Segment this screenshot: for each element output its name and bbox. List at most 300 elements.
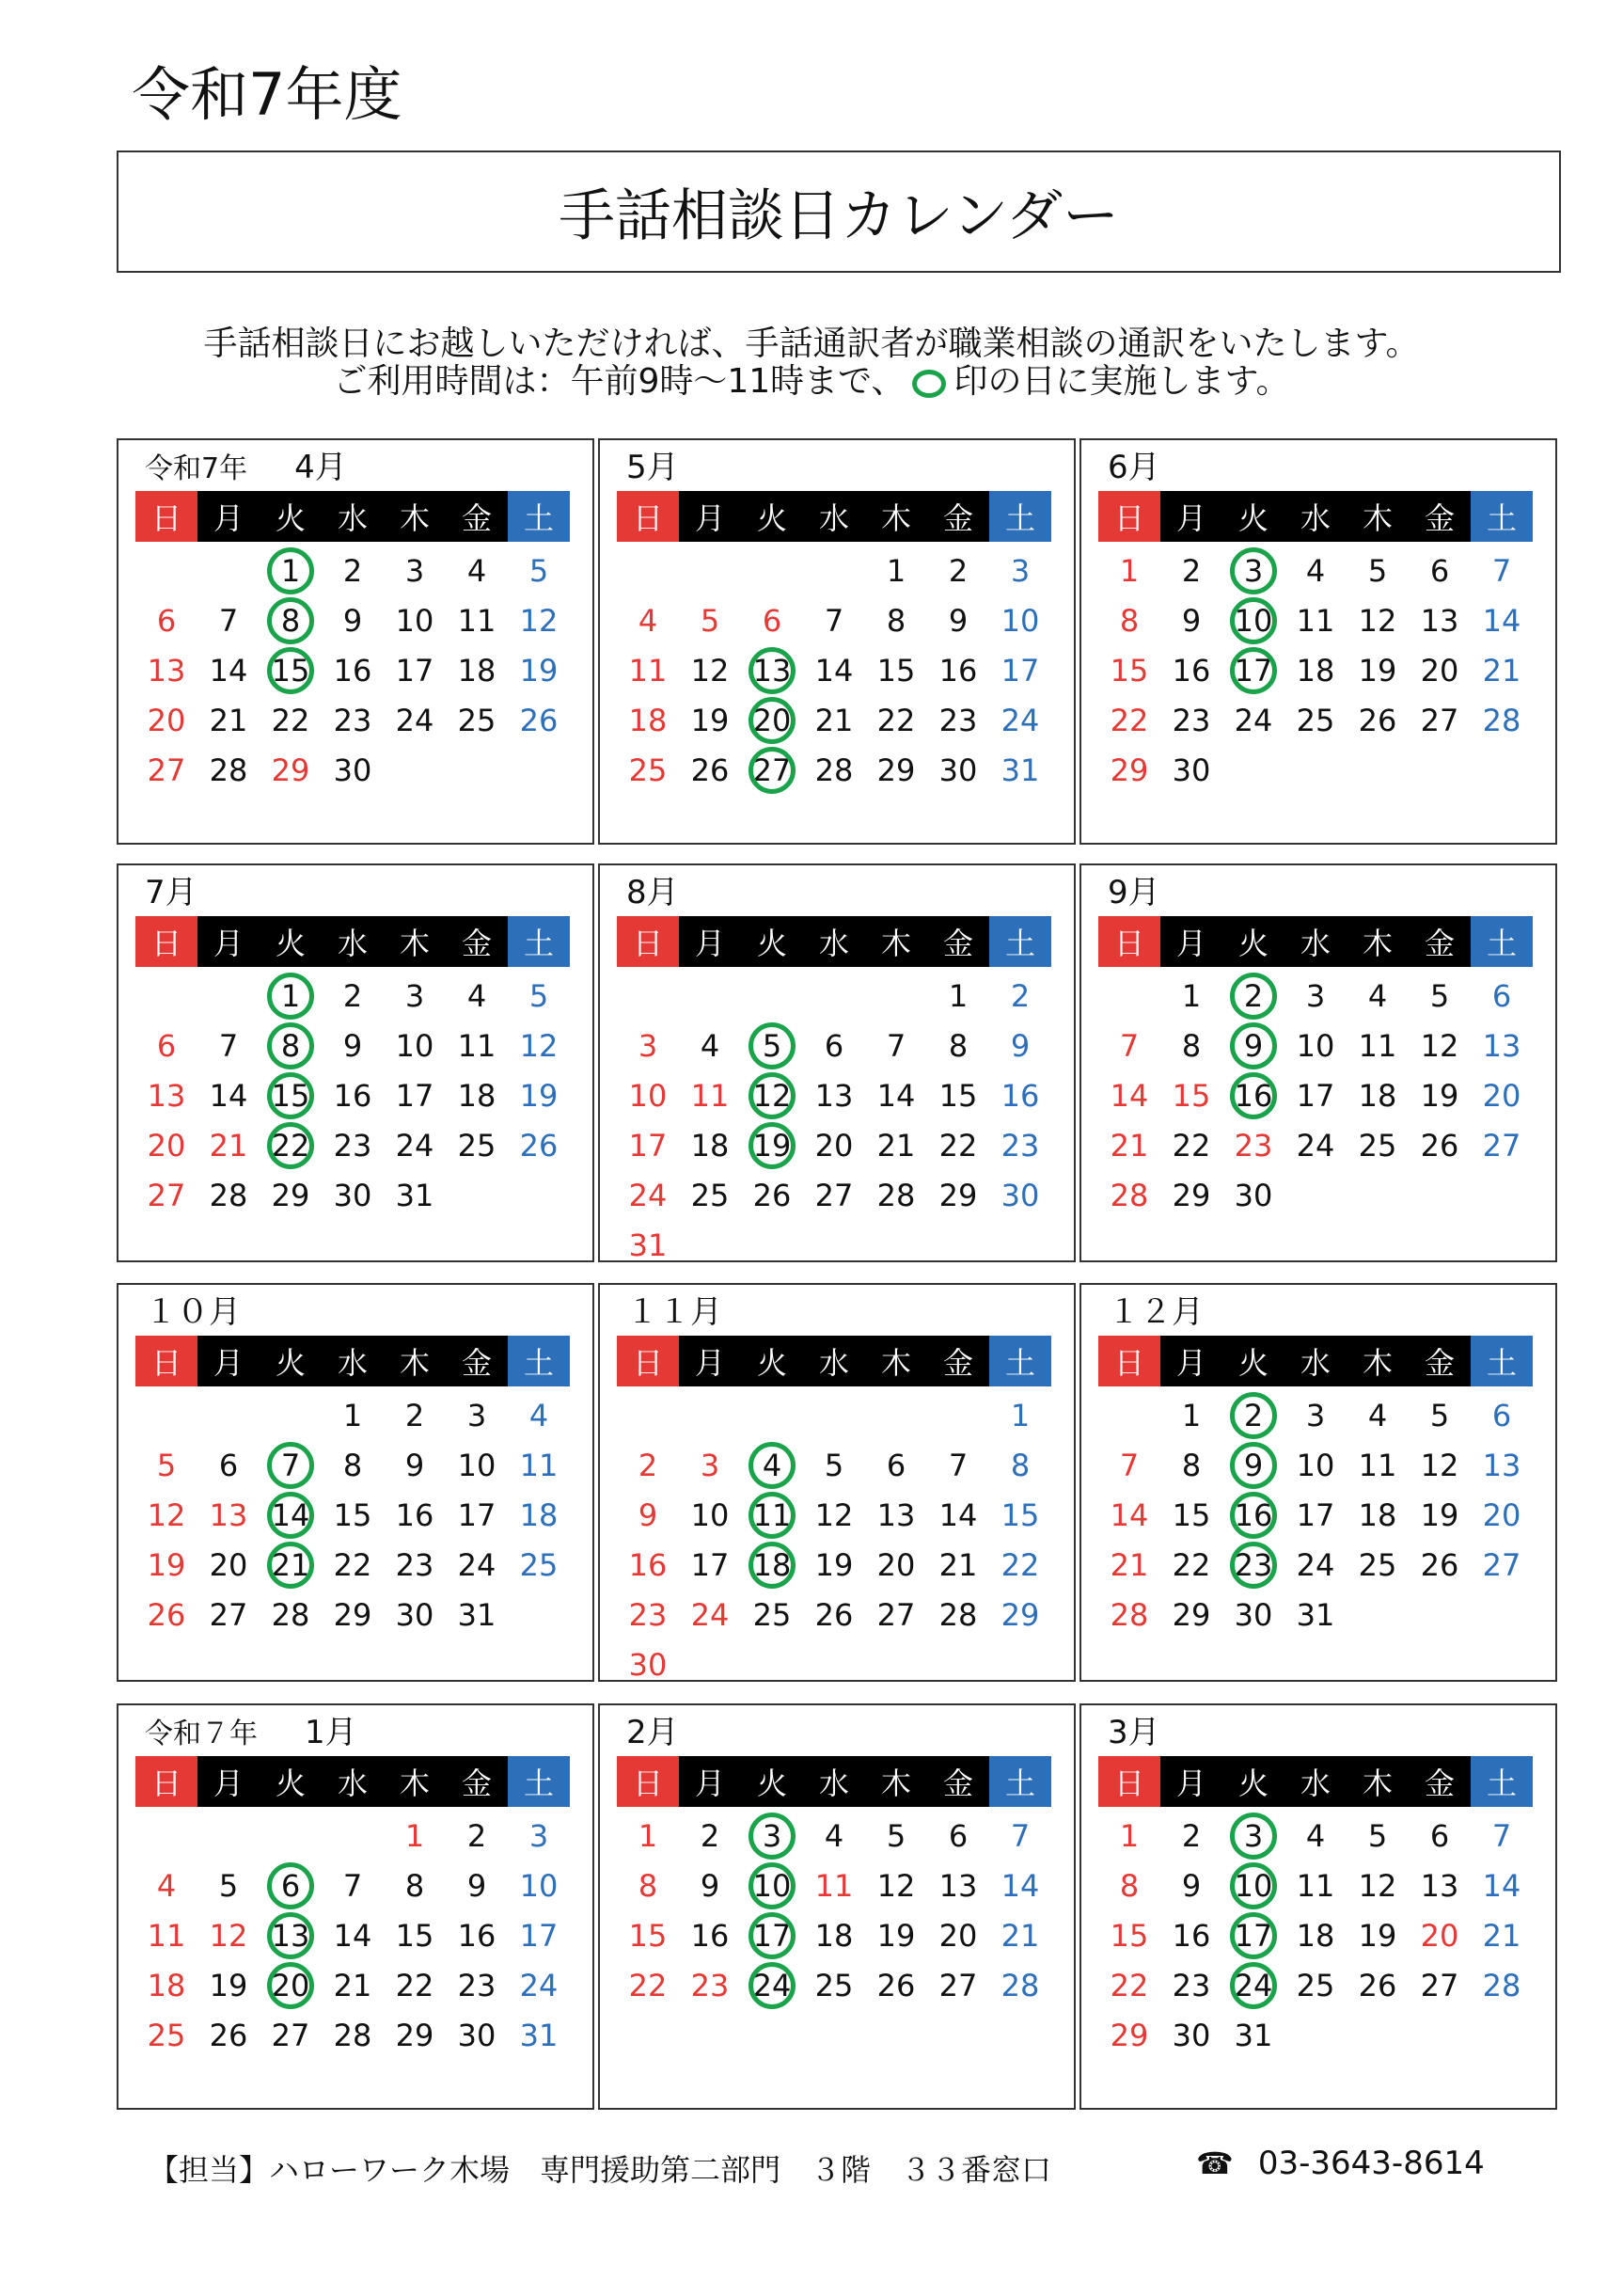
weekday-label: 水	[337, 926, 368, 961]
empty-cell	[865, 1220, 927, 1270]
weekday-label: 土	[1471, 1336, 1533, 1386]
empty-cell	[260, 1390, 322, 1440]
consultation-day: 17	[741, 1910, 803, 1960]
day-grid	[1098, 1390, 1533, 1639]
day-cell: 24	[519, 1967, 559, 2003]
description-line-1: 手話相談日にお越しいただければ、手話通訳者が職業相談の通訳をいたします。	[203, 325, 1420, 363]
week-row	[135, 2010, 570, 2060]
day-cell: 23	[1172, 1967, 1211, 2003]
day-cell: 5	[528, 977, 549, 1014]
day-cell: 2	[700, 1817, 720, 1854]
week-row	[617, 1490, 1051, 1540]
weekday-label: 土	[1471, 1756, 1533, 1807]
day-cell: 6	[1429, 552, 1450, 589]
day-cell: 5	[1429, 977, 1450, 1014]
weekday-label: 月	[213, 1345, 244, 1381]
empty-cell	[927, 1639, 989, 1689]
day-cell: 16	[1172, 1917, 1211, 1954]
day-grid	[1098, 546, 1533, 795]
day-cell: 30	[1172, 2017, 1211, 2053]
day-cell: 8	[886, 602, 906, 639]
weekday-header	[617, 916, 1051, 967]
day-cell: 11	[457, 602, 496, 639]
consultation-day: 1	[260, 546, 322, 595]
day-cell: 26	[209, 2017, 248, 2053]
day-cell: 10	[1296, 1447, 1335, 1483]
day-cell: 9	[342, 602, 363, 639]
day-cell: 22	[1172, 1127, 1211, 1164]
consultation-day: 1	[260, 971, 322, 1021]
day-cell: 10	[1001, 602, 1040, 639]
day-cell: 20	[814, 1127, 854, 1164]
day-cell: 18	[814, 1917, 854, 1954]
day-cell: 18	[1358, 1496, 1397, 1533]
day-cell: 30	[1001, 1177, 1040, 1213]
day-cell: 31	[1296, 1596, 1335, 1633]
day-cell: 5	[1367, 1817, 1388, 1854]
week-row	[617, 546, 1051, 595]
day-cell: 28	[1482, 1967, 1521, 2003]
day-cell: 4	[700, 1027, 720, 1064]
weekday-label: 土	[989, 491, 1051, 542]
day-cell: 7	[1119, 1447, 1140, 1483]
day-cell: 15	[628, 1917, 668, 1954]
day-cell: 18	[457, 1077, 496, 1114]
day-cell: 25	[457, 1127, 496, 1164]
week-row	[1098, 695, 1533, 745]
day-cell: 18	[628, 702, 668, 738]
weekday-label: 日	[1098, 1336, 1160, 1386]
fiscal-year: 令和7年度	[132, 60, 402, 129]
empty-cell	[446, 745, 508, 795]
empty-cell	[384, 745, 446, 795]
day-cell: 22	[1110, 702, 1149, 738]
day-cell: 27	[147, 1177, 186, 1213]
weekday-header	[1098, 491, 1533, 542]
month-header	[626, 874, 679, 911]
day-cell: 21	[814, 702, 854, 738]
weekday-label: 水	[1300, 926, 1331, 961]
weekday-label: 火	[275, 926, 306, 961]
weekday-label: 火	[275, 1345, 306, 1381]
consultation-day: 14	[260, 1490, 322, 1540]
weekday-label: 日	[617, 1336, 679, 1386]
empty-cell	[1347, 745, 1409, 795]
consultation-day: 11	[741, 1490, 803, 1540]
day-cell: 23	[333, 702, 372, 738]
day-cell: 1	[886, 552, 906, 589]
week-row	[617, 1960, 1051, 2010]
day-cell: 8	[638, 1867, 658, 1904]
weekday-label: 土	[508, 916, 570, 967]
weekday-label: 土	[989, 1336, 1051, 1386]
weekday-label: 日	[135, 1336, 197, 1386]
weekday-label: 火	[756, 1345, 787, 1381]
day-cell: 13	[1482, 1027, 1521, 1064]
day-cell: 2	[638, 1447, 658, 1483]
weekday-header	[135, 1756, 570, 1807]
day-cell: 30	[628, 1646, 668, 1683]
day-cell: 31	[519, 2017, 559, 2053]
empty-cell	[1098, 971, 1160, 1021]
day-cell: 28	[1110, 1596, 1149, 1633]
consultation-day: 10	[1222, 595, 1284, 645]
day-cell: 29	[1110, 2017, 1149, 2053]
day-cell: 9	[466, 1867, 487, 1904]
day-cell: 31	[1234, 2017, 1273, 2053]
day-cell: 2	[1181, 1817, 1202, 1854]
day-cell: 10	[519, 1867, 559, 1904]
day-cell: 16	[938, 652, 978, 689]
week-row	[135, 1540, 570, 1590]
week-row	[135, 1440, 570, 1490]
week-row	[1098, 1390, 1533, 1440]
day-cell: 8	[404, 1867, 425, 1904]
day-cell: 12	[1420, 1447, 1459, 1483]
telephone-icon: ☎	[1196, 2146, 1234, 2181]
day-cell: 29	[1172, 1596, 1211, 1633]
title-box	[117, 150, 1561, 273]
day-cell: 30	[1172, 752, 1211, 788]
weekday-label: 木	[1362, 926, 1393, 961]
empty-cell	[1471, 1170, 1533, 1220]
day-cell: 13	[147, 1077, 186, 1114]
day-cell: 11	[690, 1077, 730, 1114]
day-cell: 14	[1001, 1867, 1040, 1904]
weekday-label: 土	[1471, 491, 1533, 542]
week-row	[617, 1220, 1051, 1270]
day-cell: 12	[814, 1496, 854, 1533]
day-cell: 28	[1001, 1967, 1040, 2003]
day-grid	[135, 971, 570, 1220]
day-cell: 15	[1001, 1496, 1040, 1533]
weekday-label: 土	[508, 1756, 570, 1807]
month-calendar	[117, 1283, 594, 1682]
day-cell: 31	[457, 1596, 496, 1633]
day-cell: 27	[209, 1596, 248, 1633]
weekday-label: 土	[508, 491, 570, 542]
week-row	[1098, 1590, 1533, 1639]
empty-cell	[1284, 1170, 1347, 1220]
weekday-label: 水	[818, 500, 849, 536]
day-cell: 23	[628, 1596, 668, 1633]
day-cell: 8	[1010, 1447, 1031, 1483]
day-cell: 14	[1482, 602, 1521, 639]
weekday-label: 月	[694, 1766, 725, 1801]
day-grid	[1098, 971, 1533, 1220]
day-cell: 5	[1367, 552, 1388, 589]
day-cell: 14	[333, 1917, 372, 1954]
day-cell: 7	[824, 602, 844, 639]
day-cell: 19	[209, 1967, 248, 2003]
weekday-label: 水	[818, 1345, 849, 1381]
day-cell: 13	[814, 1077, 854, 1114]
day-cell: 16	[395, 1496, 434, 1533]
day-cell: 21	[1482, 652, 1521, 689]
day-cell: 1	[638, 1817, 658, 1854]
weekday-label: 月	[1175, 500, 1206, 536]
day-cell: 6	[218, 1447, 239, 1483]
day-cell: 3	[700, 1447, 720, 1483]
weekday-label: 水	[818, 1766, 849, 1801]
day-cell: 16	[1001, 1077, 1040, 1114]
month-label: １１月	[626, 1293, 722, 1331]
day-cell: 21	[1482, 1917, 1521, 1954]
empty-cell	[865, 1639, 927, 1689]
description-mark-note: 印の日に実施します。	[953, 362, 1290, 401]
week-row	[1098, 546, 1533, 595]
weekday-header	[1098, 1756, 1533, 1807]
day-cell: 29	[1001, 1596, 1040, 1633]
empty-cell	[679, 1390, 741, 1440]
empty-cell	[865, 1390, 927, 1440]
day-cell: 3	[1305, 977, 1326, 1014]
day-cell: 28	[1110, 1177, 1149, 1213]
day-cell: 26	[1420, 1127, 1459, 1164]
weekday-label: 月	[1175, 926, 1206, 961]
weekday-label: 日	[617, 1756, 679, 1807]
week-row	[135, 1490, 570, 1540]
day-cell: 28	[938, 1596, 978, 1633]
empty-cell	[135, 971, 197, 1021]
day-cell: 1	[342, 1397, 363, 1433]
week-row	[617, 1170, 1051, 1220]
day-cell: 11	[147, 1917, 186, 1954]
day-cell: 1	[1181, 1397, 1202, 1433]
empty-cell	[197, 1811, 260, 1861]
weekday-label: 金	[942, 926, 973, 961]
day-cell: 9	[1181, 1867, 1202, 1904]
day-cell: 13	[147, 652, 186, 689]
day-cell: 27	[271, 2017, 310, 2053]
weekday-label: 火	[275, 1766, 306, 1801]
day-cell: 3	[404, 552, 425, 589]
weekday-label: 月	[1175, 1345, 1206, 1381]
day-cell: 25	[457, 702, 496, 738]
weekday-label: 木	[1362, 500, 1393, 536]
day-cell: 22	[395, 1967, 434, 2003]
day-cell: 24	[395, 702, 434, 738]
day-cell: 5	[886, 1817, 906, 1854]
week-row	[1098, 1490, 1533, 1540]
day-cell: 30	[1234, 1596, 1273, 1633]
consultation-day: 10	[1222, 1861, 1284, 1910]
day-cell: 29	[395, 2017, 434, 2053]
day-cell: 26	[876, 1967, 916, 2003]
day-cell: 13	[1420, 602, 1459, 639]
consultation-day: 3	[1222, 1811, 1284, 1861]
page-title: 手話相談日カレンダー	[558, 183, 1120, 249]
empty-cell	[741, 971, 803, 1021]
day-cell: 1	[1119, 1817, 1140, 1854]
consultation-day: 13	[260, 1910, 322, 1960]
day-cell: 25	[519, 1546, 559, 1583]
day-cell: 16	[333, 652, 372, 689]
day-cell: 30	[1234, 1177, 1273, 1213]
week-row	[1098, 1120, 1533, 1170]
weekday-label: 金	[1424, 926, 1455, 961]
day-cell: 3	[1305, 1397, 1326, 1433]
month-header	[1108, 874, 1160, 911]
week-row	[1098, 645, 1533, 695]
day-cell: 26	[1420, 1546, 1459, 1583]
day-cell: 1	[404, 1817, 425, 1854]
empty-cell	[197, 1390, 260, 1440]
weekday-label: 火	[1237, 926, 1268, 961]
day-cell: 27	[147, 752, 186, 788]
month-label: 1月	[305, 1714, 357, 1751]
empty-cell	[803, 1390, 865, 1440]
day-cell: 10	[1296, 1027, 1335, 1064]
day-cell: 3	[404, 977, 425, 1014]
weekday-header	[1098, 1336, 1533, 1386]
week-row	[135, 1070, 570, 1120]
day-cell: 14	[938, 1496, 978, 1533]
empty-cell	[617, 971, 679, 1021]
weekday-label: 金	[1424, 500, 1455, 536]
day-cell: 27	[1420, 702, 1459, 738]
week-row	[1098, 745, 1533, 795]
day-cell: 12	[1358, 602, 1397, 639]
empty-cell	[1471, 2010, 1533, 2060]
day-cell: 8	[1119, 602, 1140, 639]
empty-cell	[1284, 2010, 1347, 2060]
consultation-day: 21	[260, 1540, 322, 1590]
empty-cell	[1347, 1170, 1409, 1220]
day-cell: 6	[156, 602, 177, 639]
day-cell: 29	[1172, 1177, 1211, 1213]
consultation-day: 19	[741, 1120, 803, 1170]
weekday-label: 火	[756, 926, 787, 961]
day-cell: 16	[457, 1917, 496, 1954]
empty-cell	[1471, 1590, 1533, 1639]
day-cell: 24	[690, 1596, 730, 1633]
day-cell: 2	[404, 1397, 425, 1433]
day-cell: 23	[395, 1546, 434, 1583]
day-cell: 19	[1420, 1496, 1459, 1533]
day-cell: 11	[1296, 1867, 1335, 1904]
day-cell: 19	[519, 652, 559, 689]
day-cell: 21	[209, 1127, 248, 1164]
day-cell: 14	[876, 1077, 916, 1114]
day-cell: 4	[1367, 1397, 1388, 1433]
month-label: 4月	[294, 449, 347, 486]
month-calendar	[1079, 1703, 1557, 2110]
day-cell: 4	[528, 1397, 549, 1433]
week-row	[617, 1861, 1051, 1910]
day-cell: 6	[948, 1817, 969, 1854]
weekday-label: 金	[942, 500, 973, 536]
day-cell: 10	[457, 1447, 496, 1483]
day-cell: 30	[333, 1177, 372, 1213]
day-cell: 30	[395, 1596, 434, 1633]
consultation-day: 15	[260, 645, 322, 695]
day-cell: 2	[342, 977, 363, 1014]
weekday-label: 火	[1237, 500, 1268, 536]
day-cell: 7	[948, 1447, 969, 1483]
consultation-day: 8	[260, 595, 322, 645]
day-cell: 15	[1110, 1917, 1149, 1954]
day-cell: 17	[1296, 1077, 1335, 1114]
day-cell: 18	[147, 1967, 186, 2003]
day-cell: 15	[395, 1917, 434, 1954]
day-cell: 14	[1110, 1496, 1149, 1533]
day-cell: 18	[1296, 652, 1335, 689]
day-cell: 9	[342, 1027, 363, 1064]
empty-cell	[446, 1170, 508, 1220]
empty-cell	[679, 1220, 741, 1270]
consultation-day: 18	[741, 1540, 803, 1590]
day-grid	[1098, 1811, 1533, 2060]
consultation-day: 27	[741, 745, 803, 795]
day-cell: 26	[147, 1596, 186, 1633]
weekday-label: 木	[399, 926, 430, 961]
day-cell: 21	[1110, 1546, 1149, 1583]
month-calendar	[117, 1703, 594, 2110]
day-cell: 11	[814, 1867, 854, 1904]
weekday-label: 土	[989, 916, 1051, 967]
day-cell: 6	[824, 1027, 844, 1064]
month-calendar	[117, 863, 594, 1262]
day-cell: 18	[519, 1496, 559, 1533]
day-cell: 28	[271, 1596, 310, 1633]
day-cell: 26	[519, 1127, 559, 1164]
weekday-label: 日	[1098, 491, 1160, 542]
week-row	[1098, 1021, 1533, 1070]
day-cell: 12	[690, 652, 730, 689]
week-row	[617, 1021, 1051, 1070]
day-cell: 19	[814, 1546, 854, 1583]
week-row	[1098, 971, 1533, 1021]
weekday-label: 日	[135, 491, 197, 542]
weekday-label: 土	[508, 1336, 570, 1386]
month-header	[626, 1293, 722, 1331]
day-cell: 4	[466, 977, 487, 1014]
day-cell: 30	[938, 752, 978, 788]
day-cell: 25	[1296, 702, 1335, 738]
week-row	[1098, 1440, 1533, 1490]
month-label: １２月	[1108, 1293, 1204, 1331]
day-cell: 13	[876, 1496, 916, 1533]
consultation-day: 3	[1222, 546, 1284, 595]
weekday-label: 木	[399, 500, 430, 536]
consultation-day: 4	[741, 1440, 803, 1490]
week-row	[135, 695, 570, 745]
weekday-label: 水	[1300, 500, 1331, 536]
day-cell: 11	[1358, 1027, 1397, 1064]
day-grid	[617, 546, 1051, 795]
day-cell: 6	[762, 602, 782, 639]
weekday-label: 金	[461, 1345, 492, 1381]
week-row	[617, 1590, 1051, 1639]
weekday-label: 日	[135, 916, 197, 967]
day-cell: 29	[938, 1177, 978, 1213]
contact-info: 【担当】ハローワーク木場 専門援助第二部門 ３階 ３３番窓口	[149, 2152, 1052, 2188]
weekday-label: 木	[880, 500, 911, 536]
day-cell: 25	[814, 1967, 854, 2003]
day-cell: 15	[938, 1077, 978, 1114]
empty-cell	[803, 971, 865, 1021]
day-cell: 4	[638, 602, 658, 639]
day-cell: 17	[519, 1917, 559, 1954]
empty-cell	[617, 1390, 679, 1440]
day-grid	[135, 1390, 570, 1639]
weekday-label: 月	[1175, 1766, 1206, 1801]
day-cell: 17	[457, 1496, 496, 1533]
month-label: 5月	[626, 449, 679, 486]
day-cell: 11	[457, 1027, 496, 1064]
month-header	[1108, 449, 1160, 486]
